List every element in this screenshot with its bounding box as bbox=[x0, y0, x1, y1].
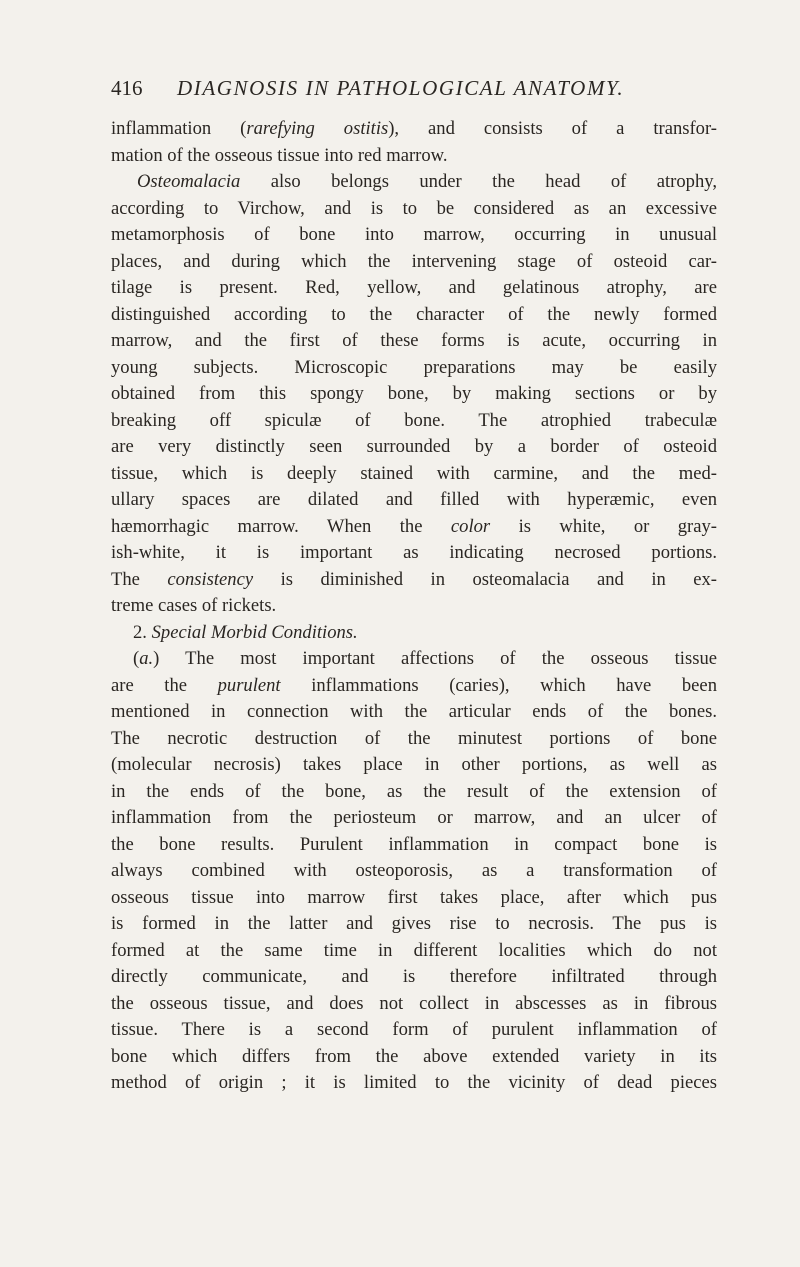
italic-text-segment: a. bbox=[139, 648, 154, 669]
text-segment: tissue, which is deeply stained with carmine, and the med- bbox=[111, 462, 717, 484]
text-line bbox=[111, 885, 717, 912]
text-line bbox=[111, 540, 717, 567]
text-segment: tilage is present. Red, yellow, and gelatinous atrophy, are bbox=[111, 277, 717, 298]
text-line bbox=[111, 222, 717, 249]
text-line bbox=[111, 408, 717, 435]
text-line bbox=[111, 938, 717, 965]
text-segment: The necrotic destruction of the minutest portions of bone bbox=[111, 727, 717, 749]
text-line bbox=[111, 143, 717, 170]
text-line bbox=[111, 726, 717, 753]
text-segment: inflammations (caries), which have been bbox=[280, 674, 717, 696]
text-line bbox=[111, 434, 717, 461]
text-segment: method of origin ; it is limited to the vicinity of dead pieces bbox=[111, 1072, 717, 1093]
text-line bbox=[111, 805, 717, 832]
text-line bbox=[111, 620, 717, 647]
text-segment: (molecular necrosis) takes place in other portions, as well as bbox=[111, 754, 717, 775]
text-segment: formed at the same time in different localities which do not bbox=[111, 939, 717, 961]
text-segment: ) The most important affections of the osseous tissue bbox=[153, 648, 717, 669]
text-segment: distinguished according to the character of the newly formed bbox=[111, 303, 717, 325]
text-segment: are very distinctly seen surrounded by a border of osteoid bbox=[111, 436, 717, 457]
text-segment: is white, or gray- bbox=[490, 515, 717, 537]
text-segment: obtained from this spongy bone, by making sections or by bbox=[111, 383, 717, 404]
text-segment: mentioned in connection with the articular ends of the bones. bbox=[111, 701, 717, 722]
text-line bbox=[111, 858, 717, 885]
text-segment: places, and during which the intervening stage of osteoid car- bbox=[111, 250, 717, 272]
text-line bbox=[111, 275, 717, 302]
text-line bbox=[111, 249, 717, 276]
text-line bbox=[111, 381, 717, 408]
text-line bbox=[111, 752, 717, 779]
text-line bbox=[111, 116, 717, 143]
text-segment: hæmorrhagic marrow. When the bbox=[111, 515, 451, 537]
text-line bbox=[111, 514, 717, 541]
text-segment: mation of the osseous tissue into red marrow. bbox=[111, 144, 448, 166]
italic-text-segment: Special Morbid Conditions. bbox=[151, 621, 358, 643]
italic-text-segment: consistency bbox=[167, 568, 254, 590]
text-segment: bone which differs from the above extended variety in its bbox=[111, 1045, 717, 1067]
text-segment: according to Virchow, and is to be considered as an excessive bbox=[111, 197, 717, 219]
text-line bbox=[111, 593, 717, 620]
text-segment: ish-white, it is important as indicating necrosed portions. bbox=[111, 542, 717, 563]
text-segment: inflammation from the periosteum or marrow, and an ulcer of bbox=[111, 807, 717, 828]
text-line bbox=[111, 964, 717, 991]
text-line bbox=[111, 1044, 717, 1071]
body-text bbox=[111, 116, 717, 1097]
text-line bbox=[111, 911, 717, 938]
text-segment: also belongs under the head of atrophy, bbox=[240, 171, 717, 192]
text-segment: osseous tissue into marrow first takes place, after which pus bbox=[111, 886, 717, 908]
text-line bbox=[111, 1070, 717, 1097]
text-line bbox=[111, 1017, 717, 1044]
text-segment: tissue. There is a second form of purulent inflammation of bbox=[111, 1019, 717, 1040]
text-segment: breaking off spiculæ of bone. The atrophied trabeculæ bbox=[111, 409, 717, 431]
text-segment: 2. bbox=[133, 621, 152, 643]
text-line bbox=[111, 832, 717, 859]
text-segment: ( bbox=[133, 648, 140, 669]
text-segment: treme cases of rickets. bbox=[111, 595, 277, 616]
text-segment: are the bbox=[111, 674, 218, 696]
text-segment: directly communicate, and is therefore infiltrated through bbox=[111, 966, 717, 987]
text-segment: ), and consists of a transfor- bbox=[388, 118, 717, 139]
text-segment: is formed in the latter and gives rise to necrosis. The pus is bbox=[111, 913, 717, 934]
text-segment: ullary spaces are dilated and filled with hyperæmic, even bbox=[111, 489, 717, 510]
text-segment: the osseous tissue, and does not collect in abscesses as in fibrous bbox=[111, 992, 717, 1014]
italic-text-segment: Osteomalacia bbox=[137, 171, 241, 192]
text-line bbox=[111, 991, 717, 1018]
italic-text-segment: color bbox=[450, 515, 491, 537]
text-line bbox=[111, 646, 717, 673]
text-segment: metamorphosis of bone into marrow, occurring in unusual bbox=[111, 224, 717, 245]
text-segment: the bone results. Purulent inflammation in compact bone is bbox=[111, 833, 717, 855]
text-line bbox=[111, 699, 717, 726]
text-line bbox=[111, 487, 717, 514]
page-number: 416 bbox=[111, 76, 143, 100]
italic-text-segment: purulent bbox=[217, 674, 281, 696]
text-segment: in the ends of the bone, as the result of the extension of bbox=[111, 780, 717, 802]
running-head: DIAGNOSIS IN PATHOLOGICAL ANATOMY. bbox=[177, 76, 625, 100]
text-line bbox=[111, 461, 717, 488]
text-segment: marrow, and the first of these forms is acute, occurring in bbox=[111, 330, 717, 351]
text-line bbox=[111, 673, 717, 700]
text-segment: young subjects. Microscopic preparations may be easily bbox=[111, 356, 717, 378]
text-line bbox=[111, 302, 717, 329]
text-line bbox=[111, 567, 717, 594]
text-segment: is diminished in osteomalacia and in ex- bbox=[253, 568, 717, 590]
text-segment: The bbox=[111, 568, 168, 590]
text-segment: inflammation ( bbox=[111, 118, 247, 139]
page-header bbox=[111, 73, 711, 103]
text-line bbox=[111, 779, 717, 806]
text-line bbox=[111, 196, 717, 223]
italic-text-segment: rarefying ostitis bbox=[246, 118, 389, 139]
text-line bbox=[111, 355, 717, 382]
text-line bbox=[111, 169, 717, 196]
text-line bbox=[111, 328, 717, 355]
text-segment: always combined with osteoporosis, as a transformation of bbox=[111, 860, 717, 881]
